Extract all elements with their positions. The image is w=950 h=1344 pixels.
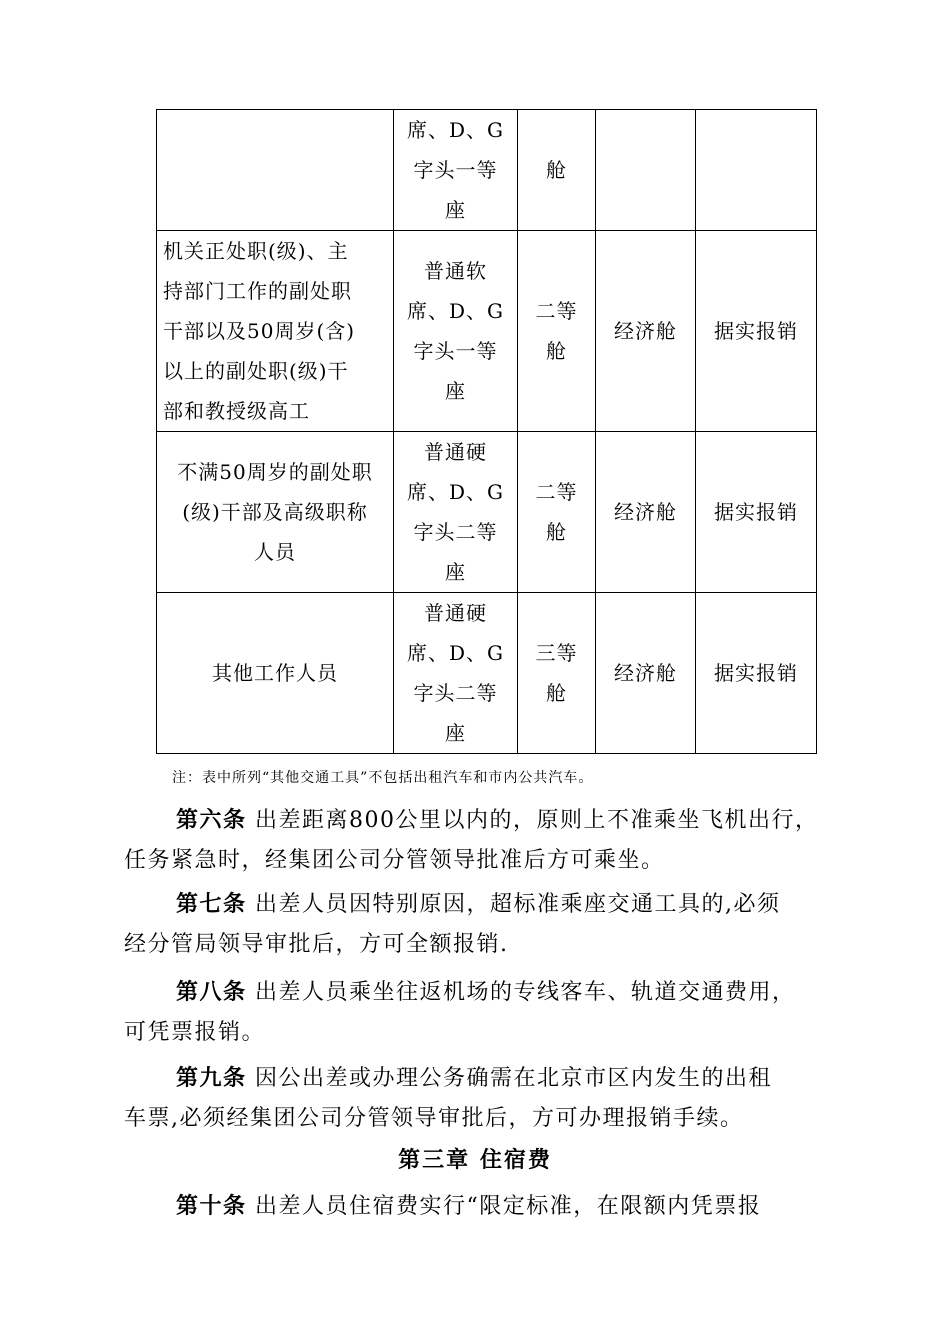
cell-line: 二等 xyxy=(535,299,578,323)
cell-line: 座 xyxy=(445,560,466,584)
article-8-line-1: 出差人员乘坐往返机场的专线客车、轨道交通费用， xyxy=(246,980,796,1005)
chapter-heading: 第三章 住宿费 xyxy=(398,1147,552,1173)
table-cell xyxy=(596,231,696,432)
table-cell xyxy=(394,432,518,593)
cell-line: 机关正处职(级)、主 xyxy=(163,239,349,263)
cell-line: 席、D、G xyxy=(406,299,504,323)
cell-line: 普通硬 xyxy=(424,601,487,625)
table-cell xyxy=(696,432,817,593)
table-cell xyxy=(394,231,518,432)
cell-line: 座 xyxy=(445,721,466,745)
cell-line: 人员 xyxy=(254,540,296,564)
cell-line: 舱 xyxy=(546,158,567,182)
cell-line: 字头一等 xyxy=(413,158,498,182)
table-cell xyxy=(596,110,696,231)
table-row xyxy=(157,231,817,432)
article-9-line-1: 因公出差或办理公务确需在北京市区内发生的出租 xyxy=(246,1066,773,1091)
table-cell xyxy=(696,110,817,231)
cell-line: 以上的副处职(级)干 xyxy=(163,359,349,383)
article-10 xyxy=(124,1186,874,1227)
article-8-title: 第八条 xyxy=(176,979,247,1005)
article-9-line-2: 车票,必须经集团公司分管领导审批后，方可办理报销手续。 xyxy=(124,1106,744,1131)
cell-line: 不满50周岁的副处职 xyxy=(177,460,373,484)
cell-line: 座 xyxy=(445,198,466,222)
cell-line: 座 xyxy=(445,379,466,403)
table-cell xyxy=(157,110,394,231)
article-6-line-2: 任务紧急时，经集团公司分管领导批准后方可乘坐。 xyxy=(124,848,665,873)
table-cell xyxy=(518,110,596,231)
cell-line: 部和教授级高工 xyxy=(163,399,310,423)
article-10-line-1: 出差人员住宿费实行“限定标准，在限额内凭票报 xyxy=(246,1194,762,1219)
cell-line: 经济舱 xyxy=(614,661,677,685)
table-note: 注：表中所列“其他交通工具”不包括出租汽车和市内公共汽车。 xyxy=(172,770,594,786)
cell-line: 舱 xyxy=(546,339,567,363)
table-cell xyxy=(394,110,518,231)
cell-line: 其他工作人员 xyxy=(212,661,338,685)
table-cell xyxy=(157,231,394,432)
cell-line: 经济舱 xyxy=(614,500,677,524)
table-row xyxy=(157,593,817,754)
table-cell xyxy=(696,231,817,432)
table-cell xyxy=(394,593,518,754)
cell-line: (级)干部及高级职称 xyxy=(182,500,368,524)
article-9 xyxy=(124,1058,874,1139)
article-7-title: 第七条 xyxy=(176,891,247,917)
article-8 xyxy=(124,972,874,1053)
cell-line: 普通软 xyxy=(424,259,487,283)
cell-line: 三等 xyxy=(535,641,578,665)
cell-line: 持部门工作的副处职 xyxy=(163,279,352,303)
cell-line: 席、D、G xyxy=(406,480,504,504)
cell-line: 舱 xyxy=(546,520,567,544)
table-cell xyxy=(518,432,596,593)
cell-line: 据实报销 xyxy=(714,500,798,524)
cell-line: 席、D、G xyxy=(406,641,504,665)
cell-line: 二等 xyxy=(535,480,578,504)
article-7-line-2: 经分管局领导审批后，方可全额报销. xyxy=(124,932,509,957)
article-6-title: 第六条 xyxy=(176,807,247,833)
article-7 xyxy=(124,884,874,965)
table-cell xyxy=(596,593,696,754)
travel-standard-table xyxy=(156,109,817,754)
cell-line: 字头二等 xyxy=(413,520,498,544)
cell-line: 普通硬 xyxy=(424,440,487,464)
table-cell xyxy=(518,593,596,754)
cell-line: 舱 xyxy=(546,681,567,705)
article-8-line-2: 可凭票报销。 xyxy=(124,1020,266,1045)
cell-line: 据实报销 xyxy=(714,661,798,685)
cell-line: 干部以及50周岁(含) xyxy=(163,319,356,343)
table-cell xyxy=(157,593,394,754)
article-6 xyxy=(124,800,874,881)
table-cell xyxy=(696,593,817,754)
article-10-title: 第十条 xyxy=(176,1193,247,1219)
table-row xyxy=(157,110,817,231)
table-cell xyxy=(518,231,596,432)
table-cell xyxy=(157,432,394,593)
cell-line: 字头一等 xyxy=(413,339,498,363)
cell-line: 经济舱 xyxy=(614,319,677,343)
article-6-line-1: 出差距离800公里以内的，原则上不准乘坐飞机出行， xyxy=(246,808,819,833)
article-7-line-1: 出差人员因特别原因，超标准乘座交通工具的,必须 xyxy=(246,892,781,917)
cell-line: 据实报销 xyxy=(714,319,798,343)
table-cell xyxy=(596,432,696,593)
cell-line: 字头二等 xyxy=(413,681,498,705)
article-9-title: 第九条 xyxy=(176,1065,247,1091)
cell-line: 席、D、G xyxy=(406,118,504,142)
table-row xyxy=(157,432,817,593)
